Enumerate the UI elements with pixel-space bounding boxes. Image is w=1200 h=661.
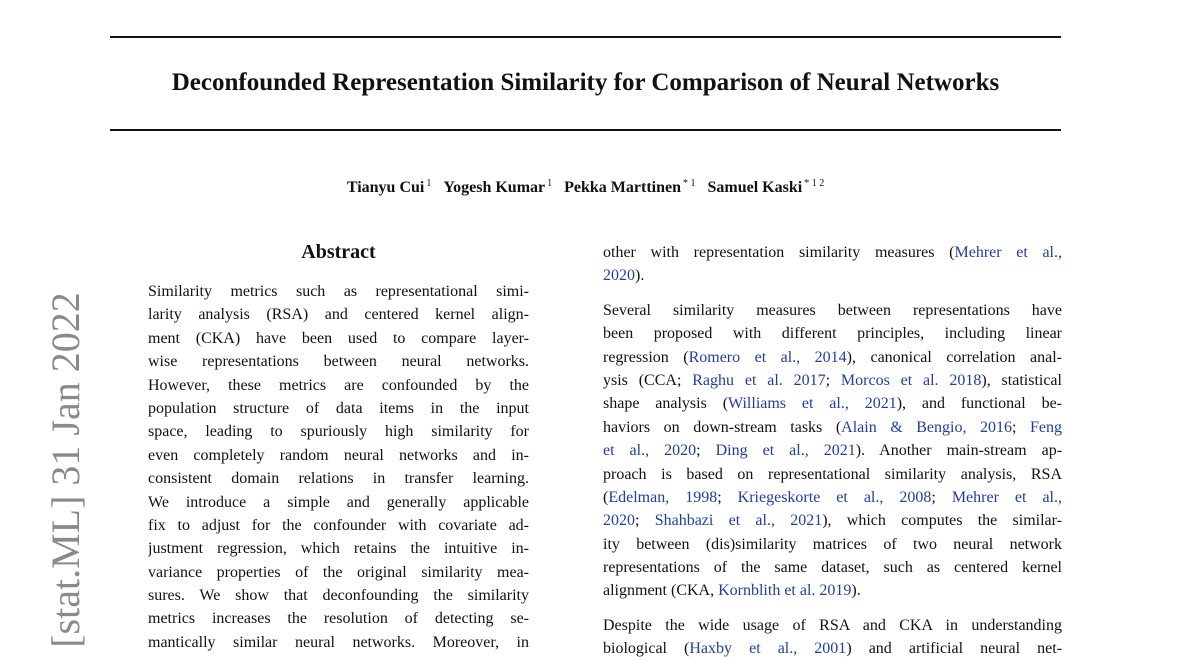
body-line: other with representation similarity measures (Mehrer et al.,: [603, 244, 1062, 261]
citation-link[interactable]: Mehrer et al.,: [951, 488, 1062, 506]
body-line: been proposed with different principles, including linear: [603, 325, 1062, 343]
abstract-line: population structure of data items in the input: [148, 399, 529, 417]
abstract-line: Similarity metrics such as representational simi-: [148, 283, 529, 300]
author-name: Samuel Kaski $^{* 1 2}$: [707, 178, 825, 197]
citation-link[interactable]: Romero et al., 2014: [688, 348, 847, 366]
citation-link[interactable]: 2020: [603, 512, 635, 530]
abstract-line: However, these metrics are confounded by the: [148, 376, 529, 394]
citation-link[interactable]: et al., 2020: [603, 442, 697, 460]
citation-link[interactable]: Williams et al., 2021: [728, 395, 897, 413]
abstract-line: mantically similar neural networks. Moreover, in: [148, 633, 529, 651]
body-line: haviors on down-stream tasks (Alain & Bengio, 2016; Feng: [603, 418, 1062, 436]
body-line: (Edelman, 1998; Kriegeskorte et al., 2008; Mehrer et al.,: [603, 488, 1062, 506]
body-line: regression (Romero et al., 2014), canonical correlation anal-: [603, 348, 1062, 366]
abstract-line: variance properties of the original similarity mea-: [148, 563, 529, 581]
body-line: representations of the same dataset, such as centered kernel: [603, 559, 1062, 577]
author-affiliation: * 1 2: [804, 178, 825, 189]
abstract-line: larity analysis (RSA) and centered kernel align-: [148, 306, 529, 324]
body-line: Despite the wide usage of RSA and CKA in understanding: [603, 616, 1062, 634]
abstract-line: even completely random neural networks and in-: [148, 446, 529, 464]
citation-link[interactable]: Ding et al., 2021: [715, 442, 856, 460]
paper-title: Deconfounded Representation Similarity for Comparison of Neural Networks: [171, 69, 1000, 96]
citation-link[interactable]: Alain & Bengio, 2016: [841, 418, 1012, 436]
abstract-line: We introduce a simple and generally applicable: [148, 493, 529, 511]
body-line: ity between (dis)similarity matrices of two neural network: [603, 535, 1062, 553]
body-line: ysis (CCA; Raghu et al. 2017; Morcos et al. 2018), statistical: [603, 371, 1062, 389]
citation-link[interactable]: Morcos et al. 2018: [840, 371, 982, 389]
intro-column: [603, 241, 1062, 661]
author-affiliation: 1: [426, 178, 432, 189]
paragraph-gap: [603, 603, 1062, 614]
citation-link[interactable]: Kriegeskorte et al., 2008: [737, 488, 932, 506]
author-name: Yogesh Kumar $^1$: [443, 178, 553, 197]
arxiv-side-label: [stat.ML] 31 Jan 2022: [43, 292, 88, 648]
author-name: Pekka Marttinen $^{* 1}$: [564, 178, 696, 197]
paragraph-gap: [603, 288, 1062, 299]
body-line: shape analysis (Williams et al., 2021), and functional be-: [603, 395, 1062, 413]
body-line: Several similarity measures between representations have: [603, 301, 1062, 319]
abstract-line: fix to adjust for the confounder with covariate ad-: [148, 516, 529, 534]
author-affiliation: 1: [547, 178, 553, 189]
citation-link[interactable]: Kornblith et al. 2019: [718, 582, 852, 600]
body-line: alignment (CKA, Kornblith et al. 2019).: [603, 582, 861, 600]
abstract-body: [148, 280, 529, 654]
abstract-line: consistent domain relations in transfer learning.: [148, 470, 529, 488]
abstract-line: justment regression, which retains the intuitive in-: [148, 540, 529, 558]
abstract-line: space, leading to spuriously high similarity for: [148, 423, 529, 441]
top-rule: [110, 36, 1061, 38]
abstract-line: metrics increases the resolution of detecting se-: [148, 610, 529, 628]
title-bottom-rule: [110, 129, 1061, 131]
body-line: et al., 2020; Ding et al., 2021). Another main-stream ap-: [603, 442, 1062, 460]
body-line: proach is based on representational similarity analysis, RSA: [603, 465, 1062, 483]
body-line: 2020).: [603, 267, 645, 285]
abstract-line: wise representations between neural networks.: [148, 353, 529, 371]
citation-link[interactable]: 2020: [603, 267, 635, 285]
abstract-line: sures. We show that deconfounding the similarity: [148, 587, 529, 605]
citation-link[interactable]: Raghu et al. 2017: [692, 371, 826, 389]
body-line: 2020; Shahbazi et al., 2021), which computes the similar-: [603, 512, 1062, 530]
author-list: [110, 173, 1061, 199]
citation-link[interactable]: Shahbazi et al., 2021: [654, 512, 823, 530]
citation-link[interactable]: Haxby et al., 2001: [689, 640, 847, 658]
body-line: biological (Haxby et al., 2001) and artificial neural net-: [603, 640, 1062, 658]
citation-link[interactable]: Mehrer et al.,: [954, 244, 1062, 261]
citation-link[interactable]: Feng: [1030, 418, 1062, 436]
author-name: Tianyu Cui $^1$: [346, 178, 432, 197]
abstract-heading: Abstract: [301, 241, 376, 263]
author-affiliation: * 1: [683, 178, 696, 189]
citation-link[interactable]: Edelman, 1998: [608, 488, 718, 506]
abstract-line: ment (CKA) have been used to compare layer-: [148, 329, 529, 347]
